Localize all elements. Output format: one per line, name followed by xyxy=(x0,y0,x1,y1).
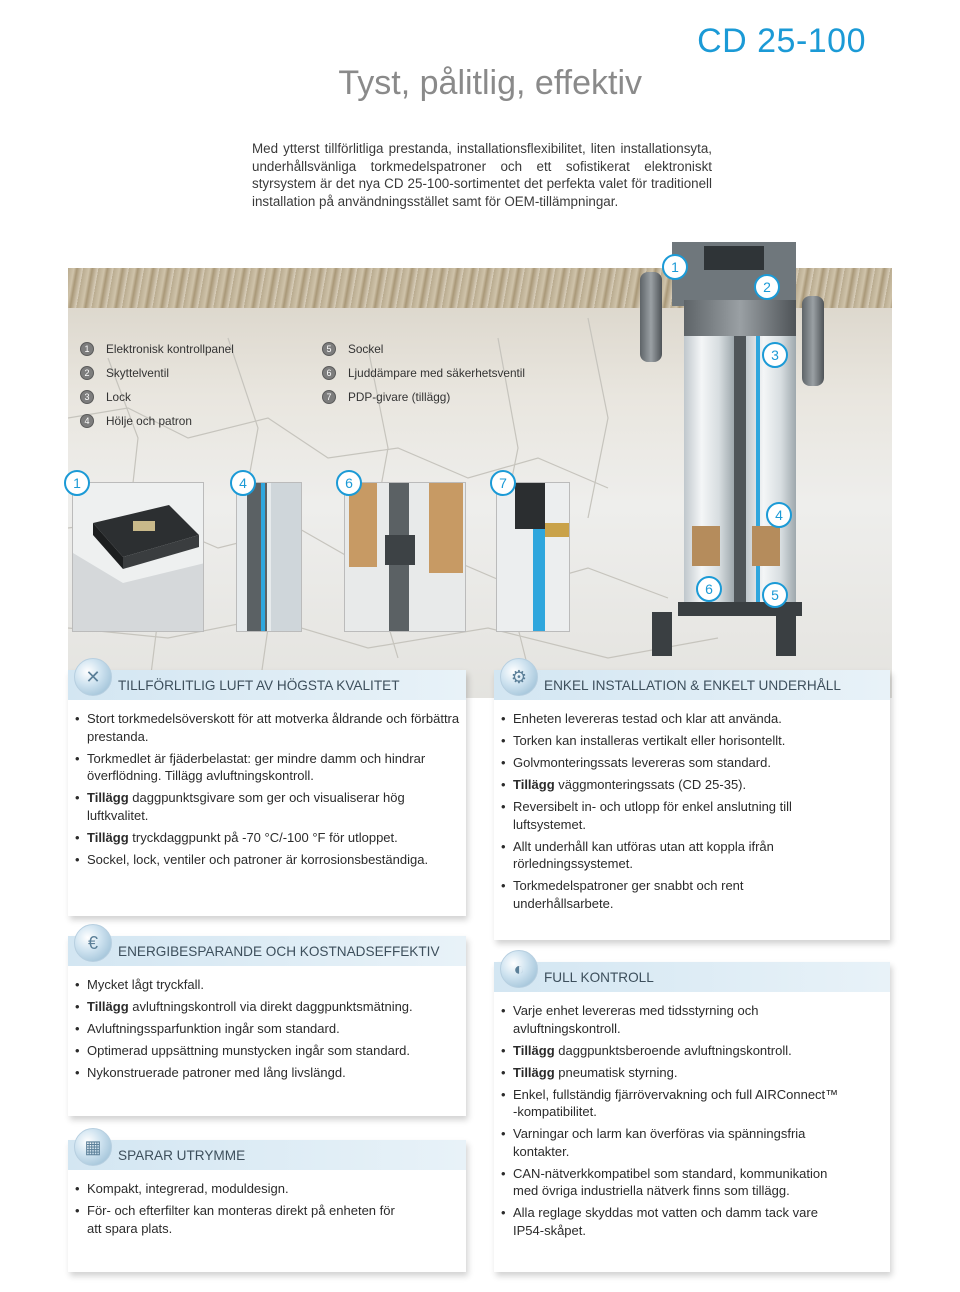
dryer-illustration xyxy=(632,236,832,656)
panel-title: FULL KONTROLL xyxy=(544,970,654,985)
feature-panel-control xyxy=(494,958,890,1272)
feature-panel-energy xyxy=(68,932,466,1116)
thumbnail-housing xyxy=(236,482,302,632)
callout-number: 6 xyxy=(336,470,362,496)
list-item: • Allt underhåll kan utföras utan att koppla ifrån rörledningssystemet. xyxy=(501,838,801,873)
page-subtitle: Tyst, pålitlig, effektiv xyxy=(338,64,642,102)
list-item: • Torkmedelspatroner ger snabbt och rent underhållsarbete. xyxy=(501,877,801,912)
list-item: • För- och efterfilter kan monteras direkt på enheten för att spara plats. xyxy=(75,1202,405,1237)
feature-list xyxy=(501,710,801,917)
list-item: • Varje enhet levereras med tidsstyrning och avluftningskontroll. xyxy=(501,1002,843,1037)
legend-number: 2 xyxy=(80,366,94,380)
control-icon: ◐ xyxy=(500,950,538,988)
callout-number: 4 xyxy=(230,470,256,496)
feature-panel-space xyxy=(68,1136,466,1272)
panel-title: TILLFÖRLITLIG LUFT AV HÖGSTA KVALITET xyxy=(118,678,400,693)
callout-number: 4 xyxy=(766,502,792,528)
list-item: • Tillägg daggpunktsberoende avluftningskontroll. xyxy=(501,1042,843,1060)
legend-item xyxy=(322,342,383,356)
legend-label: PDP-givare (tillägg) xyxy=(348,390,451,404)
legend-number: 5 xyxy=(322,342,336,356)
feature-list xyxy=(75,976,460,1086)
list-item: • Enkel, fullständig fjärrövervakning och full AIRConnect™ -kompatibilitet. xyxy=(501,1086,843,1121)
callout-number: 7 xyxy=(490,470,516,496)
legend-number: 4 xyxy=(80,414,94,428)
list-item: • Mycket lågt tryckfall. xyxy=(75,976,460,994)
list-item: • Tillägg pneumatisk styrning. xyxy=(501,1064,843,1082)
legend-number: 1 xyxy=(80,342,94,356)
callout-number: 3 xyxy=(762,342,788,368)
legend-item xyxy=(322,366,525,380)
panel-title: ENERGIBESPARANDE OCH KOSTNADSEFFEKTIV xyxy=(118,944,440,959)
legend-item xyxy=(322,390,450,404)
panel-title: SPARAR UTRYMME xyxy=(118,1148,246,1163)
legend-item xyxy=(80,414,192,428)
legend-label: Ljuddämpare med säkerhetsventil xyxy=(348,366,526,380)
callout-number: 2 xyxy=(754,274,780,300)
list-item: • Stort torkmedelsöverskott för att motverka åldrande och förbättra prestanda. xyxy=(75,710,460,745)
legend-label: Skyttelventil xyxy=(106,366,169,380)
list-item: • Avluftningssparfunktion ingår som standard. xyxy=(75,1020,460,1038)
euro-icon: € xyxy=(74,924,112,962)
feature-list xyxy=(75,710,460,873)
thumbnail-silencer xyxy=(344,482,466,632)
legend-number: 7 xyxy=(322,390,336,404)
list-item: • Tillägg avluftningskontroll via direkt daggpunktsmätning. xyxy=(75,998,460,1016)
list-item: • Sockel, lock, ventiler och patroner är korrosionsbeständiga. xyxy=(75,851,460,869)
list-item: • Nykonstruerade patroner med lång livslängd. xyxy=(75,1064,460,1082)
thumbnail-pdp-sensor xyxy=(496,482,570,632)
list-item: • Tillägg tryckdaggpunkt på -70 °C/-100 °F för utloppet. xyxy=(75,829,460,847)
list-item: • Enheten levereras testad och klar att använda. xyxy=(501,710,801,728)
list-item: • Golvmonteringssats levereras som standard. xyxy=(501,754,801,772)
callout-number: 5 xyxy=(762,582,788,608)
list-item: • Reversibelt in- och utlopp för enkel anslutning till luftsystemet. xyxy=(501,798,801,833)
callout-number: 6 xyxy=(696,576,722,602)
legend-label: Hölje och patron xyxy=(106,414,192,428)
list-item: • Tillägg väggmonteringssats (CD 25-35). xyxy=(501,776,801,794)
list-item: • Torkmedlet är fjäderbelastat: ger mindre damm och hindrar överflödning. Tillägg avluftningskontroll. xyxy=(75,750,460,785)
feature-panel-installation xyxy=(494,666,890,940)
legend-label: Elektronisk kontrollpanel xyxy=(106,342,234,356)
feature-list xyxy=(75,1180,405,1242)
list-item: • Alla reglage skyddas mot vatten och damm tack vare IP54-skåpet. xyxy=(501,1204,843,1239)
page-title: CD 25-100 xyxy=(697,22,866,60)
callout-number: 1 xyxy=(662,254,688,280)
legend-item xyxy=(80,390,131,404)
list-item: • CAN-nätverkkompatibel som standard, kommunikation med övriga industriella nätverk finns som tillägg. xyxy=(501,1165,843,1200)
air-quality-icon: ✕ xyxy=(74,658,112,696)
installation-icon: ⚙ xyxy=(500,658,538,696)
space-saving-icon: ▦ xyxy=(74,1128,112,1166)
thumbnail-control-panel xyxy=(72,482,204,632)
feature-panel-quality xyxy=(68,666,466,916)
legend-label: Sockel xyxy=(348,342,384,356)
list-item: • Torken kan installeras vertikalt eller horisontellt. xyxy=(501,732,801,750)
list-item: • Optimerad uppsättning munstycken ingår som standard. xyxy=(75,1042,460,1060)
callout-number: 1 xyxy=(64,470,90,496)
list-item: • Tillägg daggpunktsgivare som ger och visualiserar hög luftkvalitet. xyxy=(75,789,460,824)
legend-number: 6 xyxy=(322,366,336,380)
panel-title: ENKEL INSTALLATION & ENKELT UNDERHÅLL xyxy=(544,678,841,693)
legend-label: Lock xyxy=(106,390,131,404)
list-item: • Kompakt, integrerad, moduldesign. xyxy=(75,1180,405,1198)
list-item: • Varningar och larm kan överföras via spänningsfria kontakter. xyxy=(501,1125,843,1160)
intro-paragraph: Med ytterst tillförlitliga prestanda, installationsflexibilitet, liten installationsyta, underhållsvänliga torkmedelspatroner och ett sofistikerat elektroniskt styrsystem är det nya CD 25-100-sortimentet det perfekta valet för traditionell installation på användningsstället samt för OEM-tillämpningar. xyxy=(252,141,712,209)
feature-list xyxy=(501,1002,843,1244)
legend-item xyxy=(80,366,169,380)
legend-number: 3 xyxy=(80,390,94,404)
legend-item xyxy=(80,342,234,356)
